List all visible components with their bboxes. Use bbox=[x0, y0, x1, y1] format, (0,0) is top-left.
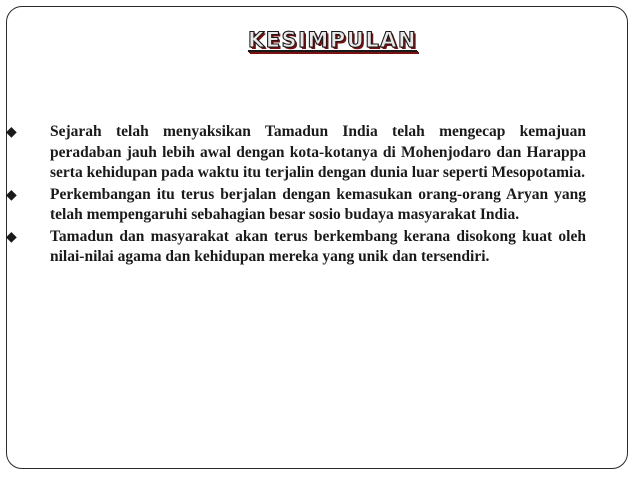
slide-title: KESIMPULAN bbox=[247, 28, 418, 52]
bullet-item bbox=[6, 227, 586, 268]
bullet-marker-icon: ◆ bbox=[6, 124, 17, 140]
bullet-item bbox=[6, 185, 586, 226]
bullet-text: Perkembangan itu terus berjalan dengan kemasukan orang-orang Aryan yang telah mempengaruhi sebahagian besar sosio budaya masyarakat India. bbox=[50, 185, 586, 223]
bullet-marker-icon: ◆ bbox=[6, 228, 17, 245]
bullet-marker-icon: ◆ bbox=[6, 186, 17, 203]
bullet-item bbox=[6, 122, 586, 184]
bullet-list bbox=[6, 122, 586, 269]
bullet-text: Sejarah telah menyaksikan Tamadun India telah mengecap kemajuan peradaban jauh lebih awal dengan kota-kotanya di Mohenjodaro dan Harappa serta kehidupan pada waktu itu terjalin dengan dunia luar seperti Mesopotamia. bbox=[50, 123, 586, 181]
bullet-text: Tamadun dan masyarakat akan terus berkembang kerana disokong kuat oleh nilai-nilai agama dan kehidupan mereka yang unik dan tersendiri. bbox=[50, 227, 586, 265]
